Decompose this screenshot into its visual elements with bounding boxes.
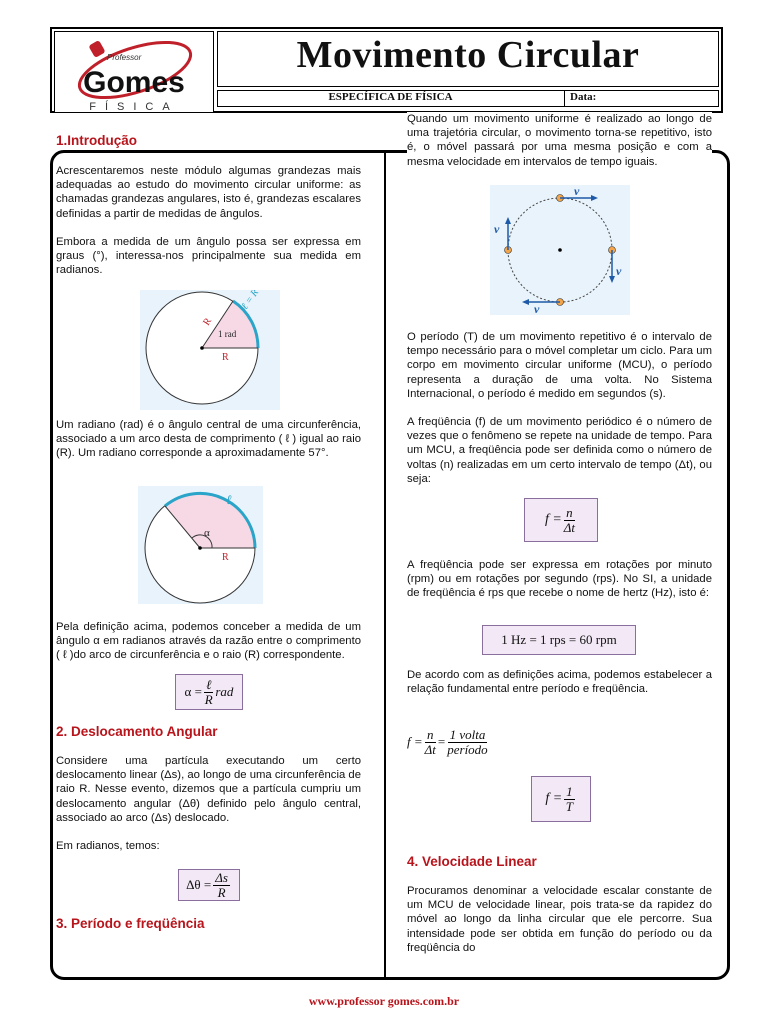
eq-inv-lhs: f = (545, 791, 563, 806)
fig2-r: R (222, 552, 229, 563)
section-2-title: 2. Deslocamento Angular (56, 724, 218, 739)
page-title: Movimento Circular (296, 34, 640, 76)
hertz-equation: 1 Hz = 1 rps = 60 rpm (482, 625, 636, 655)
eq-f-den: Δt (563, 519, 576, 535)
alpha-paragraph: Pela definição acima, podemos conceber a medida de um ângulo α em radianos através da razão entre o comprimento ( ℓ )do arco de circunferência e o raio (R) correspondente. (56, 621, 361, 662)
radians-note: Em radianos, temos: (56, 840, 160, 852)
eq-dtheta-lhs: Δθ = (186, 877, 212, 892)
eq-alpha-num: ℓ (205, 676, 212, 692)
fig1-r: R (222, 352, 229, 363)
intro-paragraph-2: Embora a medida de um ângulo possa ser expressa em graus (°), interessa-nos principalmente sua medida em radianos. (56, 236, 361, 277)
logo-name: Gomes (83, 66, 185, 99)
fig1-l-eq-r: ℓ = R (239, 290, 262, 312)
fig3-v-right: v (616, 264, 622, 278)
relation-equation (407, 722, 517, 762)
displacement-paragraph: Considere uma partícula executando um certo deslocamento linear (Δs), ao longo de uma circunferência de raio R. Nesse evento, dizemos que a partícula cumpriu um deslocamento angular (Δθ) definido pelo ângulo central, associado ao arco (Δs) deslocado. (56, 755, 361, 824)
units-paragraph: A freqüência pode ser expressa em rotações por minuto (rpm) ou em rotações por segundo (rps). No SI, a unidade de freqüência é rps que recebe o nome de hertz (Hz), isto é: (407, 559, 712, 600)
logo-professor: Professor (107, 53, 142, 62)
fig3-v-left: v (494, 222, 500, 236)
eq-f-num: n (566, 504, 573, 520)
subtitle: ESPECÍFICA DE FÍSICA (328, 91, 453, 103)
subtitle-divider (564, 90, 565, 107)
svg-text:R: R (201, 316, 215, 328)
alpha-equation (175, 674, 243, 710)
intro-paragraph-1: Acrescentaremos neste módulo algumas grandezas mais adequadas ao estudo do movimento circular uniforme: as chamadas grandezas angulares, isto é, grandezas escalares definidas a partir de medidas de ângulos. (56, 165, 361, 220)
eq-rel-den1: Δt (424, 741, 436, 757)
section-1-title: 1.Introdução (56, 133, 138, 148)
circular-motion-paragraph: Quando um movimento uniforme é realizado ao longo de uma trajetória circular, o movimento torna-se repetitivo, isto é, o móvel passará por uma mesma posição e com a mesma velocidade em intervalos de tempo iguais. (407, 113, 712, 168)
date-label: Data: (570, 91, 597, 103)
eq-rel-num1: n (427, 726, 434, 742)
eq-f-lhs: f = (544, 512, 562, 527)
inverse-equation (531, 776, 591, 822)
eq-alpha-lhs: α = (184, 684, 202, 699)
eq-rel-num2: 1 volta (449, 726, 486, 742)
radian-paragraph: Um radiano (rad) é o ângulo central de uma circunferência, associado a um arco desta de comprimento ( ℓ ) igual ao raio (R). Um radiano corresponde a aproximadamente 57°. (56, 419, 361, 460)
linear-velocity-paragraph: Procuramos denominar a velocidade escalar constante de um MCU de velocidade linear, pois trata-se da rapidez do móvel ao longo da linha circular que ele percorre. Sua intensidade pode ser obtida em função do período ou da freqüência do (407, 885, 712, 954)
alpha-figure (138, 486, 263, 604)
fig2-alpha: α (204, 527, 210, 539)
footer-url: www.professor gomes.com.br (308, 994, 460, 1008)
dtheta-equation (178, 869, 240, 901)
section-3-title: 3. Período e freqüência (56, 916, 205, 931)
logo-graphic (55, 32, 213, 112)
logo-fisica: FÍSICA (89, 101, 179, 112)
section-4-title: 4. Velocidade Linear (407, 854, 537, 869)
eq-alpha-unit: rad (215, 684, 234, 699)
fig2-l: ℓ (226, 492, 232, 507)
relation-paragraph: De acordo com as definições acima, podemos estabelecer a relação fundamental entre período e freqüência. (407, 669, 712, 696)
eq-inv-num: 1 (566, 783, 573, 799)
radian-figure (140, 290, 280, 410)
period-paragraph: O período (T) de um movimento repetitivo é o intervalo de tempo necessário para o móvel completar um ciclo. Para um corpo em movimento circular uniforme (MCU), o período representa a duração de uma volta. No Sistema Internacional, o período é medido em segundos (s). (407, 331, 712, 400)
eq-rel-den2: período (447, 741, 488, 757)
eq-rel-equals: = (437, 734, 446, 749)
eq-dtheta-den: R (217, 884, 226, 900)
eq-dtheta-num: Δs (215, 869, 228, 885)
eq-rel-lhs: f = (407, 734, 423, 749)
logo (54, 31, 214, 113)
eq-inv-den: T (565, 798, 574, 814)
velocity-figure (490, 185, 630, 315)
frequency-paragraph: A freqüência (f) de um movimento periódico é o número de vezes que o fenômeno se repete na unidade de tempo. Para um MCU, a freqüência pode ser definida como o número de voltas (n) realizadas em um certo intervalo de tempo (Δt), ou seja: (407, 416, 712, 485)
fig1-rad: 1 rad (218, 329, 237, 339)
column-divider (384, 150, 386, 980)
frequency-equation (524, 498, 598, 542)
fig3-v-top: v (574, 185, 580, 198)
eq-alpha-den: R (204, 691, 213, 707)
fig3-v-bottom: v (534, 302, 540, 315)
